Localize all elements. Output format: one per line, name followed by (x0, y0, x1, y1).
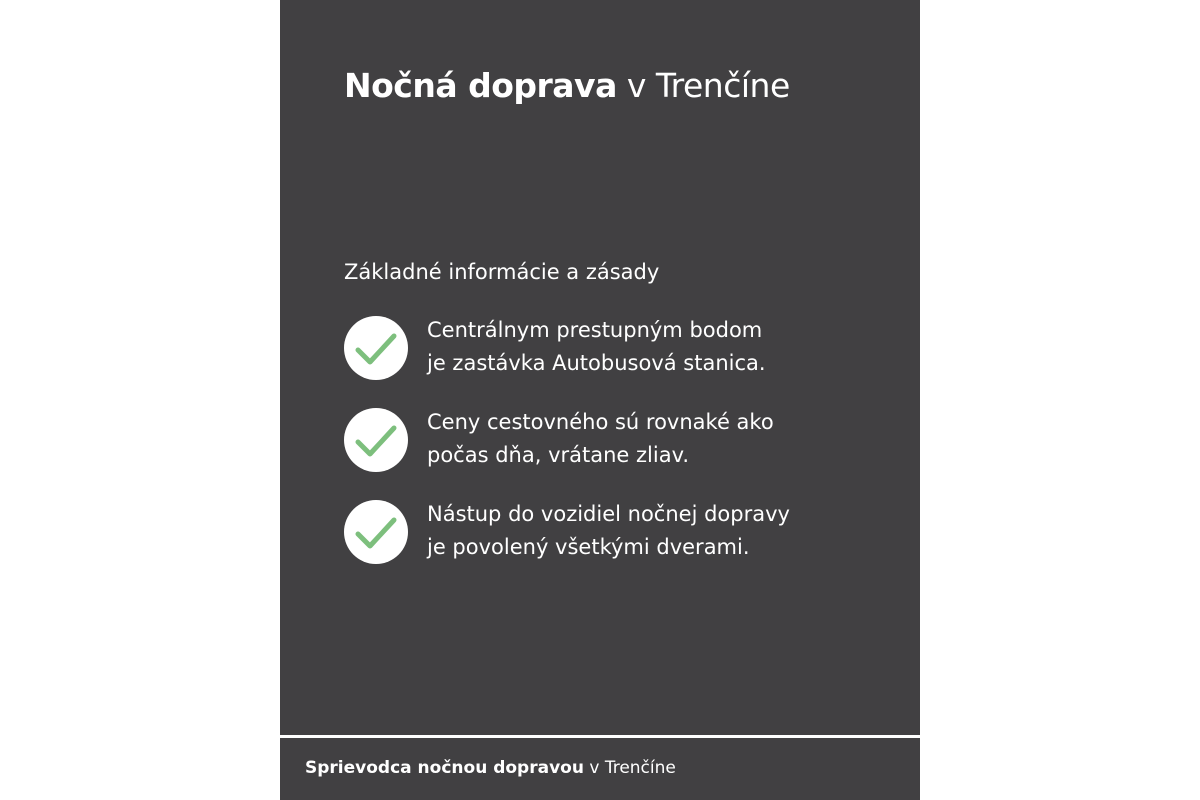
list-item-line: Centrálnym prestupným bodom (427, 318, 763, 342)
list-item-text (427, 314, 887, 380)
page-title (344, 64, 790, 108)
footer-caption-bold: Sprievodca nočnou dopravou (305, 758, 584, 778)
list-item (344, 406, 884, 474)
page-title-bold: Nočná doprava (344, 66, 617, 105)
list-item-line: je povolený všetkými dverami. (427, 535, 750, 559)
list-item-line: počas dňa, vrátane zliav. (427, 443, 690, 467)
check-icon (344, 316, 408, 380)
list-item-line: Ceny cestovného sú rovnaké ako (427, 410, 774, 434)
section-heading: Základné informácie a zásady (344, 260, 660, 284)
list-item-line: je zastávka Autobusová stanica. (427, 351, 766, 375)
footer-caption-light: v Trenčíne (583, 758, 676, 778)
page-title-light: v Trenčíne (616, 66, 790, 105)
footer-caption (305, 756, 676, 780)
list-item-text (427, 498, 887, 564)
check-icon (344, 500, 408, 564)
info-panel (280, 0, 920, 800)
list-item (344, 498, 884, 566)
check-icon (344, 408, 408, 472)
list-item-text (427, 406, 887, 472)
list-item (344, 314, 884, 382)
list-item-line: Nástup do vozidiel nočnej dopravy (427, 502, 790, 526)
footer-divider (280, 735, 920, 738)
